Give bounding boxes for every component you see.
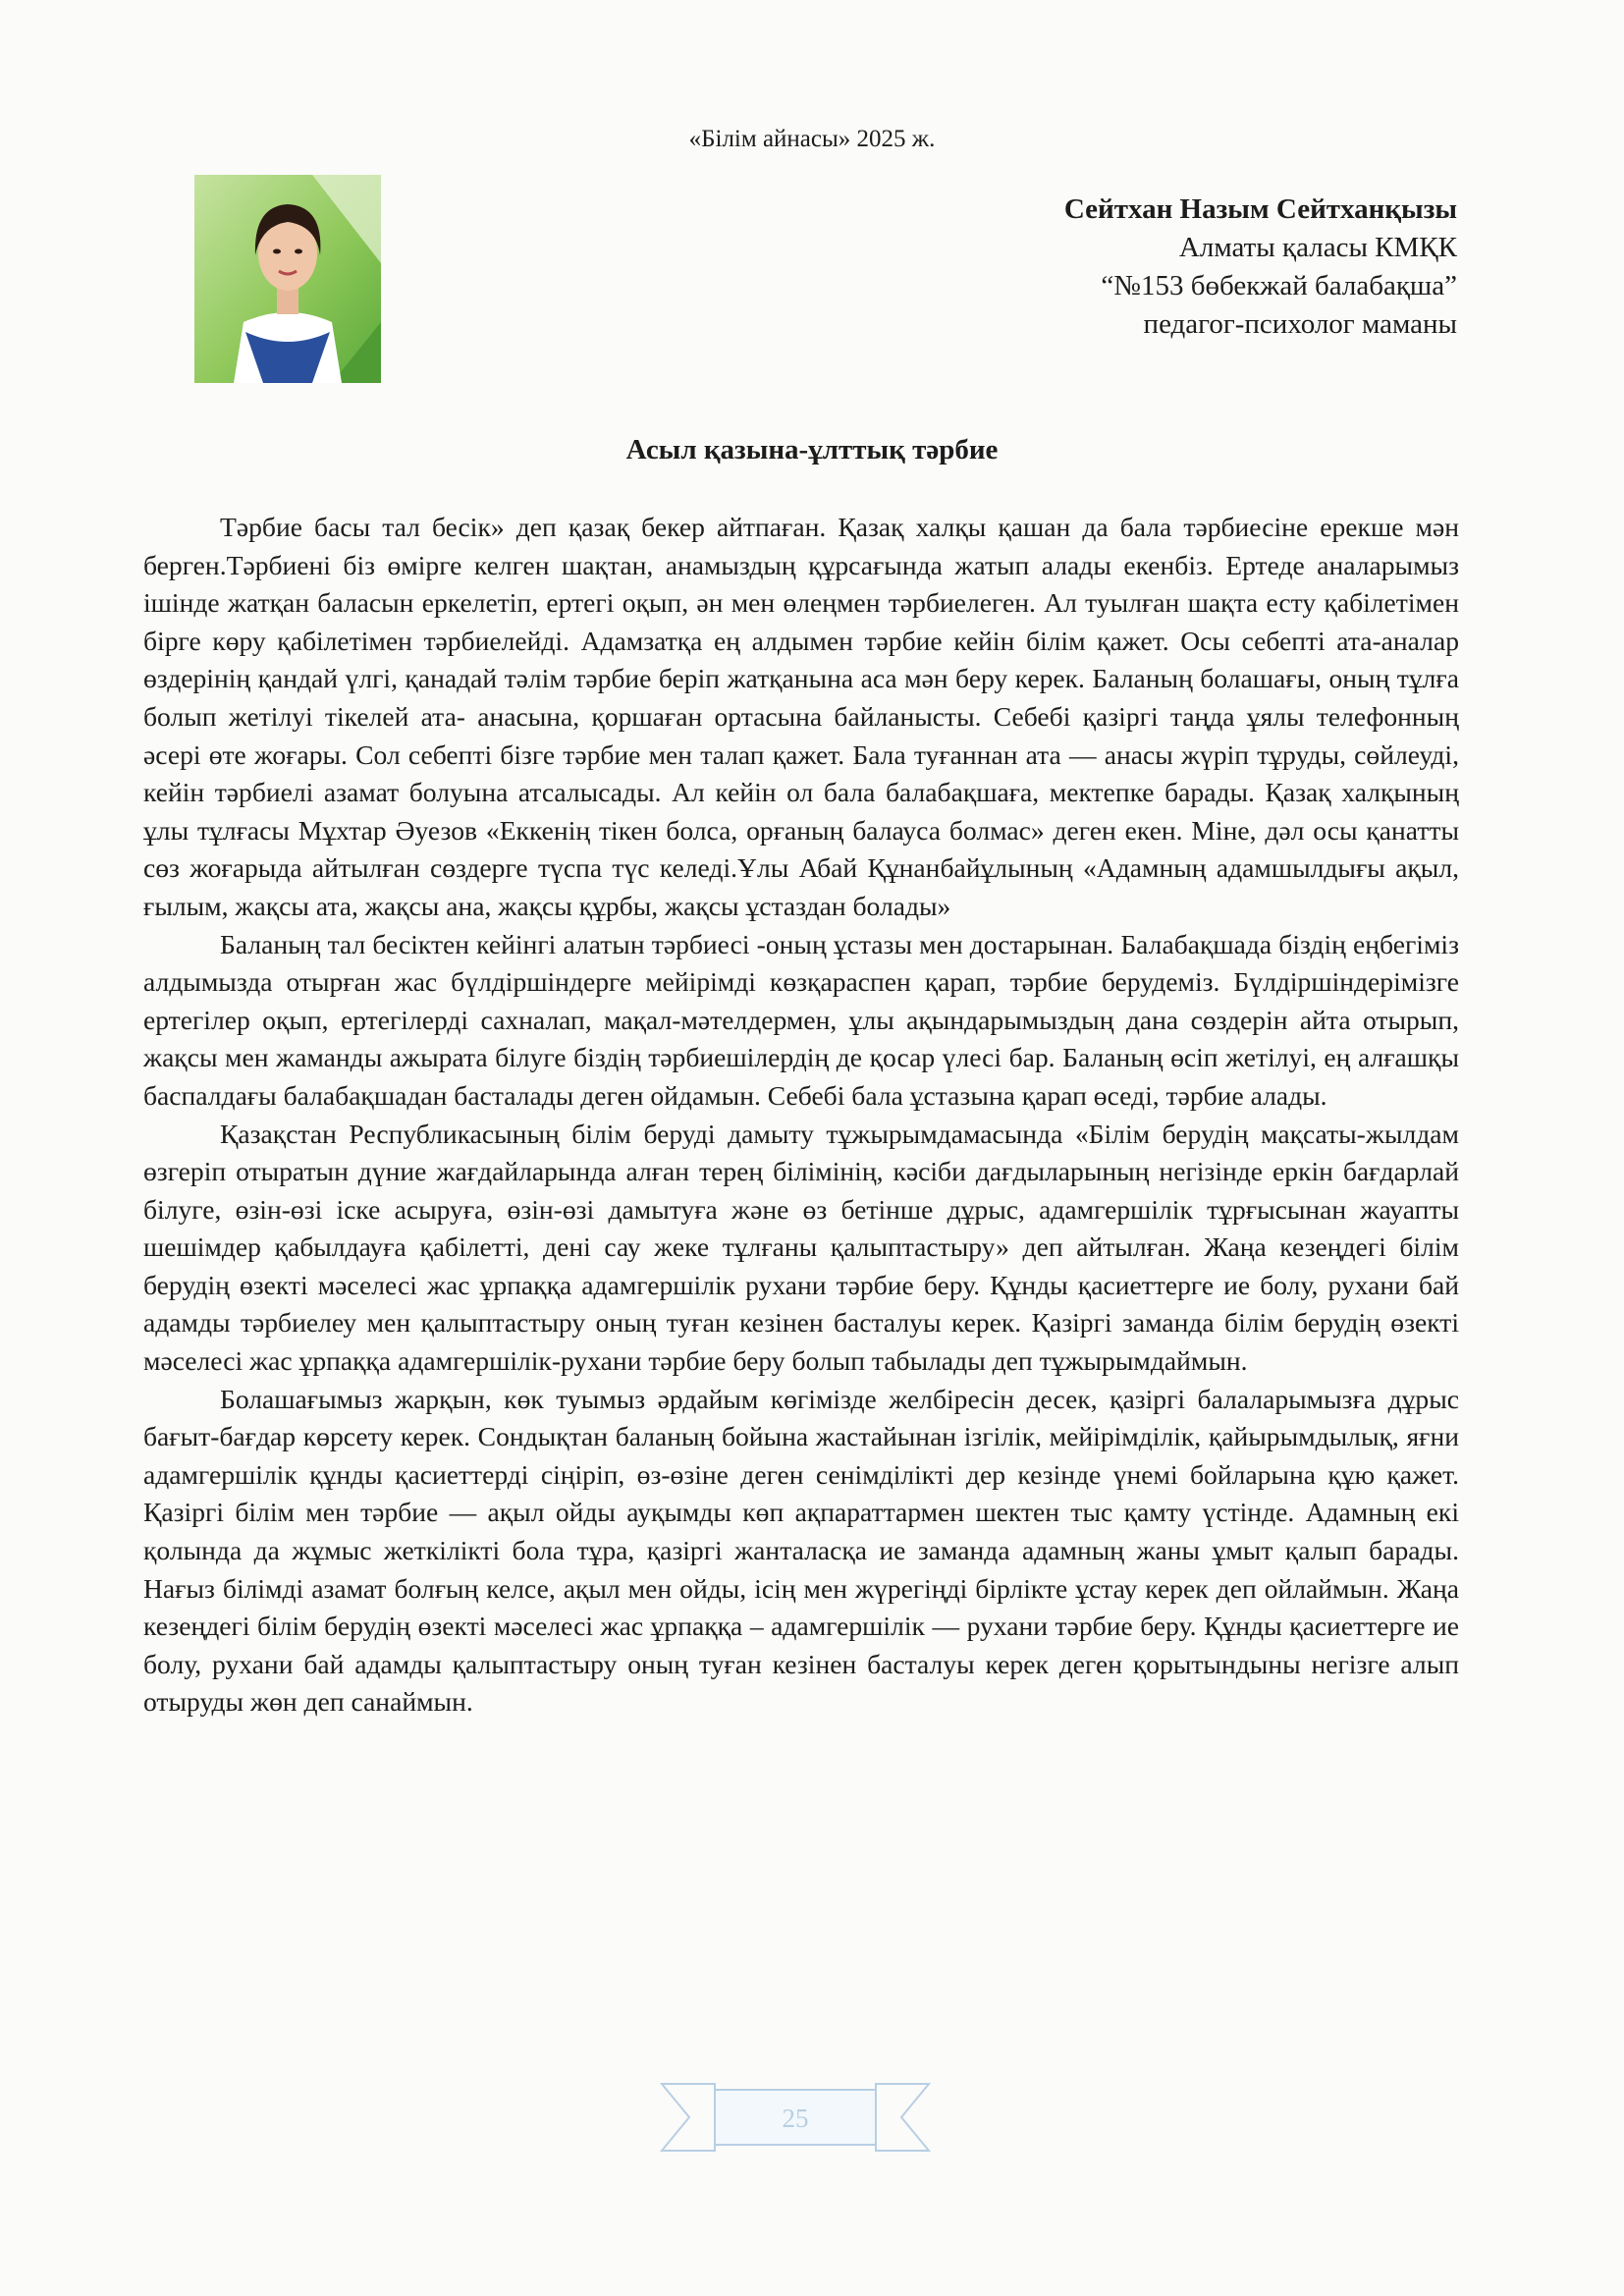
paragraph: Болашағымыз жарқын, көк туымыз әрдайым көгімізде желбіресін десек, қазіргі балаларымызға дұрыс бағыт-бағдар көрсету керек. Сондықтан баланың бойына жастайынан ізгілік, мейірімділік, қайырымдылық, яғни адамгершілік құнды қасиеттерді сіңіріп, өз-өзіне деген сенімділікті дер кезінде үнемі бойларына құю қажет. Қазіргі білім мен тәрбие — ақыл ойды ауқымды көп ақпараттармен шектен тыс қамту үстінде. Адамның екі қолында да жұмыс жеткілікті бола тұра, қазіргі жанталасқа ие заманда адамның жаны ұмыт қалып барады. Нағыз білімді азамат болғың келсе, ақыл мен ойды, ісің мен жүрегіңді бірлікте ұстау керек деп ойлаймын. Жаңа кезеңдегі білім берудің өзекті мәселесі жас ұрпаққа – адамгершілік — рухани тәрбие беру. Құнды қасиеттерге ие болу, рухани бай адамды қалыптастыру оның туған кезінен басталуы керек деген қорытындыны негізге алып отыруды жөн деп санаймын. [143, 1383, 1459, 1718]
journal-header: «Білім айнасы» 2025 ж. [688, 126, 936, 152]
page-number-ribbon [660, 2074, 931, 2159]
paragraph: Қазақстан Республикасының білім беруді дамыту тұжырымдамасында «Білім берудің мақсаты-жылдам өзгеріп отыратын дүние жағдайларында алған терең білімінің, кәсіби дағдыларының негізінде еркін бағдарлай білуге, өзін-өзі іске асыруға, өзін-өзі дамытуға және өз бетінше дұрыс, адамгершілік тұрғысынан жауапты шешімдер қабылдауға қабілетті, дені сау жеке тұлғаны қалыптастыру» деп айтылған. Жаңа кезеңдегі білім берудің өзекті мәселесі жас ұрпаққа адамгершілік рухани тәрбие беру. Құнды қасиеттерге ие болу, рухани бай адамды тәрбиелеу мен қалыптастыру оның туған кезінен басталуы керек. Қазіргі заманда білім берудің өзекті мәселесі жас ұрпаққа адамгершілік-рухани тәрбие беру болып табылады деп тұжырымдаймын. [143, 1118, 1459, 1377]
author-kindergarten: “№153 бөбекжай балабақша” [1101, 270, 1457, 301]
paragraph: Баланың тал бесіктен кейінгі алатын тәрбиесі -оның ұстазы мен достарынан. Балабақшада біздің еңбегіміз алдымызда отырған жас бүлдіршіндерге мейірімді көзқараспен қарап, тәрбие берудеміз. Бүлдіршіндерімізге ертегілер оқып, ертегілерді сахналап, мақал-мәтелдермен, ұлы ақындарымыздың дана сөздерін айта отырып, жақсы мен жаманды ажырата білуге біздің тәрбиешілердің де қосар үлесі бар. Баланың өсіп жетілуі, ең алғашқы баспалдағы балабақшадан басталады деген ойдамын. Себебі бала ұстазына қарап өседі, тәрбие алады. [143, 928, 1459, 1111]
author-organization: Алматы қаласы КМҚК [1178, 232, 1457, 263]
article-body [143, 509, 1459, 1722]
author-name: Сейтхан Назым Сейтханқызы [1063, 193, 1457, 225]
author-block [1064, 191, 1457, 344]
author-position: педагог-психолог маманы [1143, 308, 1457, 340]
paragraph: Тәрбие басы тал бесік» деп қазақ бекер айтпаған. Қазақ халқы қашан да бала тәрбиесіне ерекше мән берген.Тәрбиені біз өмірге келген шақтан, анамыздың құрсағында жатып алады екенбіз. Ертеде аналарымыз ішінде жатқан баласын еркелетіп, ертегі оқып, ән мен өлеңмен тәрбиелеген. Ал туылған шақта есту қабілетімен бірге көру қабілетімен тәрбиелейді. Адамзатқа ең алдымен тәрбие кейін білім қажет. Осы себепті ата-аналар өздерінің қандай үлгі, қанадай тәлім тәрбие беріп жатқанына аса мән беру керек. Баланың болашағы, оның тұлға болып жетілуі тікелей ата- анасына, қоршаған ортасына байланысты. Себебі қазіргі таңда ұялы телефонның әсері өте жоғары. Сол себепті бізге тәрбие мен талап қажет. Бала туғаннан ата — анасы жүріп тұруды, сөйлеуді, кейін тәрбиелі азамат болуына атсалысады. Ал кейін ол бала балабақшаға, мектепке барады. Қазақ халқының ұлы тұлғасы Мұхтар Әуезов «Еккенің тікен болса, орғаның балауса болмас» деген екен. Міне, дәл осы қанатты сөз жоғарыда айтылған сөздерге түспа түс келеді.Ұлы Абай Құнанбайұлының «Адамның адамшылдығы ақыл, ғылым, жақсы ата, жақсы ана, жақсы құрбы, жақсы ұстаздан болады» [143, 512, 1459, 921]
author-photo [194, 175, 381, 383]
page-number: 25 [782, 2104, 809, 2133]
article-title: Асыл қазына-ұлттық тәрбие [625, 434, 999, 465]
